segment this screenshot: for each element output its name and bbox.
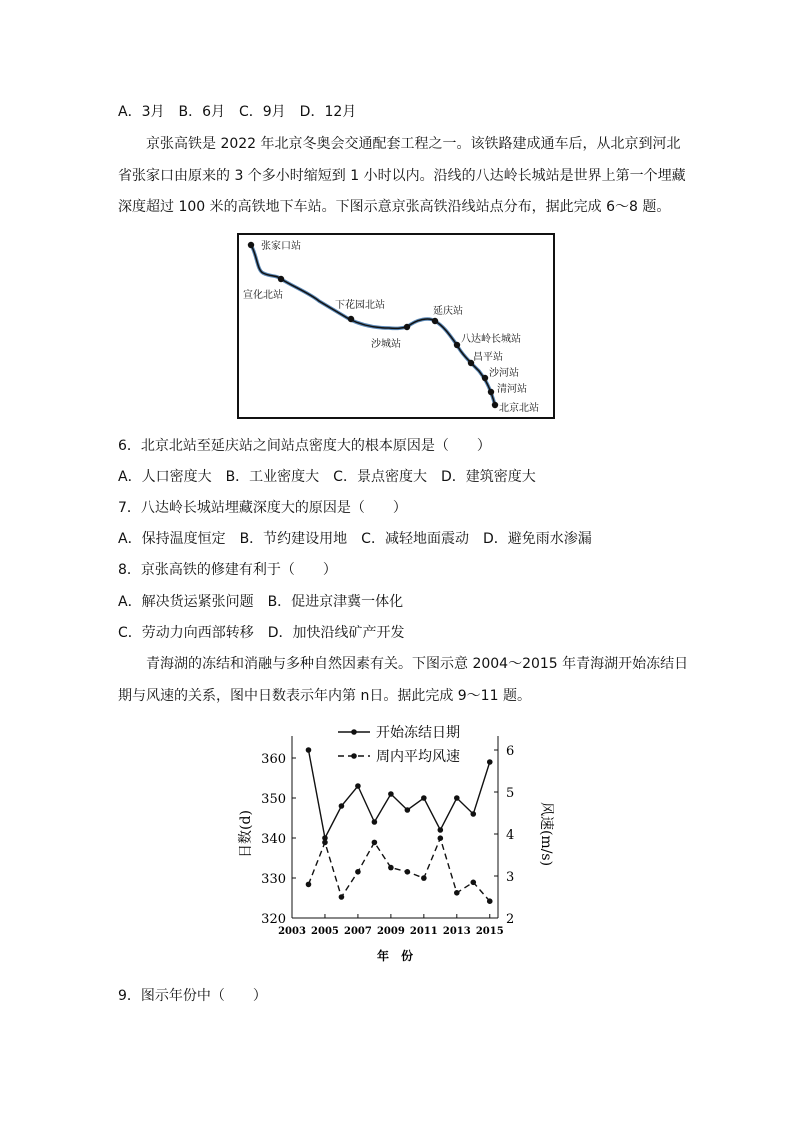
q6-options: A．人口密度大 B．工业密度大 C．景点密度大 D．建筑密度大 bbox=[118, 469, 536, 485]
railway-map bbox=[237, 233, 555, 419]
series-point-1 bbox=[421, 795, 427, 801]
x-tick-label: 2009 bbox=[376, 926, 405, 937]
legend-marker bbox=[351, 729, 357, 735]
q8-options-1: A．解决货运紧张问题 B．促进京津冀一体化 bbox=[118, 594, 404, 610]
y-tick-label-left: 360 bbox=[261, 752, 286, 767]
series-point-1 bbox=[306, 747, 312, 753]
series-point-1 bbox=[487, 759, 493, 765]
x-tick-label: 2005 bbox=[311, 926, 339, 937]
railway-line bbox=[251, 245, 495, 405]
series-line-2 bbox=[308, 838, 489, 901]
series-point-2 bbox=[372, 840, 378, 846]
series-point-2 bbox=[388, 865, 394, 871]
station-dot bbox=[404, 324, 410, 330]
y-tick-label-left: 350 bbox=[261, 792, 286, 807]
x-tick-label: 2003 bbox=[278, 926, 306, 937]
series-point-2 bbox=[339, 894, 345, 900]
x-axis-label: 年 份 bbox=[376, 949, 414, 963]
y-tick-label-right: 5 bbox=[506, 786, 515, 801]
station-label: 沙城站 bbox=[371, 339, 401, 350]
series-point-1 bbox=[470, 811, 476, 817]
y-tick-label-right: 4 bbox=[506, 828, 515, 843]
q6-stem: 6．北京北站至延庆站之间站点密度大的根本原因是（ ） bbox=[118, 438, 491, 454]
series-point-1 bbox=[438, 827, 444, 833]
y-tick-label-right: 2 bbox=[506, 912, 515, 927]
station-dot bbox=[488, 389, 494, 395]
station-label: 八达岭长城站 bbox=[461, 334, 521, 345]
series-point-1 bbox=[339, 803, 345, 809]
station-dot bbox=[248, 242, 254, 248]
y-tick-label-left: 320 bbox=[261, 912, 286, 927]
station-dot bbox=[278, 276, 284, 282]
y-axis-label-left: 日数(d) bbox=[238, 810, 254, 858]
series-point-1 bbox=[454, 795, 460, 801]
series-point-2 bbox=[421, 875, 427, 881]
passage2-line2: 期与风速的关系，图中日数表示年内第 n日。据此完成 9～11 题。 bbox=[118, 688, 531, 704]
series-point-2 bbox=[355, 869, 361, 875]
q9-stem: 9．图示年份中（ ） bbox=[118, 988, 267, 1004]
series-point-2 bbox=[306, 882, 312, 888]
x-tick-label: 2007 bbox=[343, 926, 372, 937]
legend-label: 周内平均风速 bbox=[376, 749, 460, 765]
series-point-1 bbox=[372, 819, 378, 825]
q8-options-2: C．劳动力向西部转移 D．加快沿线矿产开发 bbox=[118, 625, 405, 641]
y-tick-label-left: 340 bbox=[261, 832, 286, 847]
series-point-1 bbox=[355, 783, 361, 789]
q7-stem: 7．八达岭长城站埋藏深度大的原因是（ ） bbox=[118, 500, 407, 516]
series-point-1 bbox=[388, 791, 394, 797]
passage1-line1: 京张高铁是 2022 年北京冬奥会交通配套工程之一。该铁路建成通车后，从北京到河北 bbox=[146, 136, 681, 152]
station-label: 延庆站 bbox=[433, 306, 463, 317]
series-point-2 bbox=[322, 840, 328, 846]
station-dot bbox=[348, 316, 354, 322]
passage1-line3: 深度超过 100 米的高铁地下车站。下图示意京张高铁沿线站点分布，据此完成 6～8 题。 bbox=[118, 199, 671, 215]
station-label: 北京北站 bbox=[499, 403, 539, 414]
q5-options: A．3月 B．6月 C．9月 D．12月 bbox=[118, 104, 357, 120]
station-label: 昌平站 bbox=[473, 352, 503, 363]
series-point-1 bbox=[405, 807, 411, 813]
x-tick-label: 2015 bbox=[475, 926, 504, 937]
series-point-2 bbox=[470, 880, 476, 886]
station-dot bbox=[454, 342, 460, 348]
q8-stem: 8．京张高铁的修建有利于（ ） bbox=[118, 562, 337, 578]
q7-options: A．保持温度恒定 B．节约建设用地 C．减轻地面震动 D．避免雨水渗漏 bbox=[118, 531, 592, 547]
y-axis-label-right: 风速(m/s) bbox=[538, 801, 554, 867]
series-point-2 bbox=[454, 890, 460, 896]
station-dot bbox=[492, 402, 498, 408]
y-tick-label-right: 3 bbox=[506, 870, 515, 885]
station-label: 下花园北站 bbox=[335, 300, 385, 311]
station-dot bbox=[482, 375, 488, 381]
y-tick-label-left: 330 bbox=[261, 872, 286, 887]
station-label: 沙河站 bbox=[489, 368, 519, 379]
station-label: 张家口站 bbox=[261, 241, 301, 252]
passage2-line1: 青海湖的冻结和消融与多种自然因素有关。下图示意 2004～2015 年青海湖开始冻结日 bbox=[146, 656, 689, 672]
x-tick-label: 2011 bbox=[409, 926, 438, 937]
series-point-2 bbox=[487, 898, 493, 904]
legend-label: 开始冻结日期 bbox=[376, 725, 460, 741]
series-point-2 bbox=[438, 835, 444, 841]
legend-marker bbox=[351, 753, 357, 759]
passage1-line2: 省张家口由原来的 3 个多小时缩短到 1 小时以内。沿线的八达岭长城站是世界上第一个埋藏 bbox=[118, 168, 686, 184]
station-label: 宣化北站 bbox=[243, 290, 283, 301]
y-tick-label-right: 6 bbox=[506, 744, 515, 759]
station-label: 清河站 bbox=[497, 384, 527, 395]
station-dot bbox=[432, 318, 438, 324]
series-point-2 bbox=[405, 869, 411, 875]
freeze-wind-chart bbox=[230, 722, 560, 971]
x-tick-label: 2013 bbox=[442, 926, 471, 937]
